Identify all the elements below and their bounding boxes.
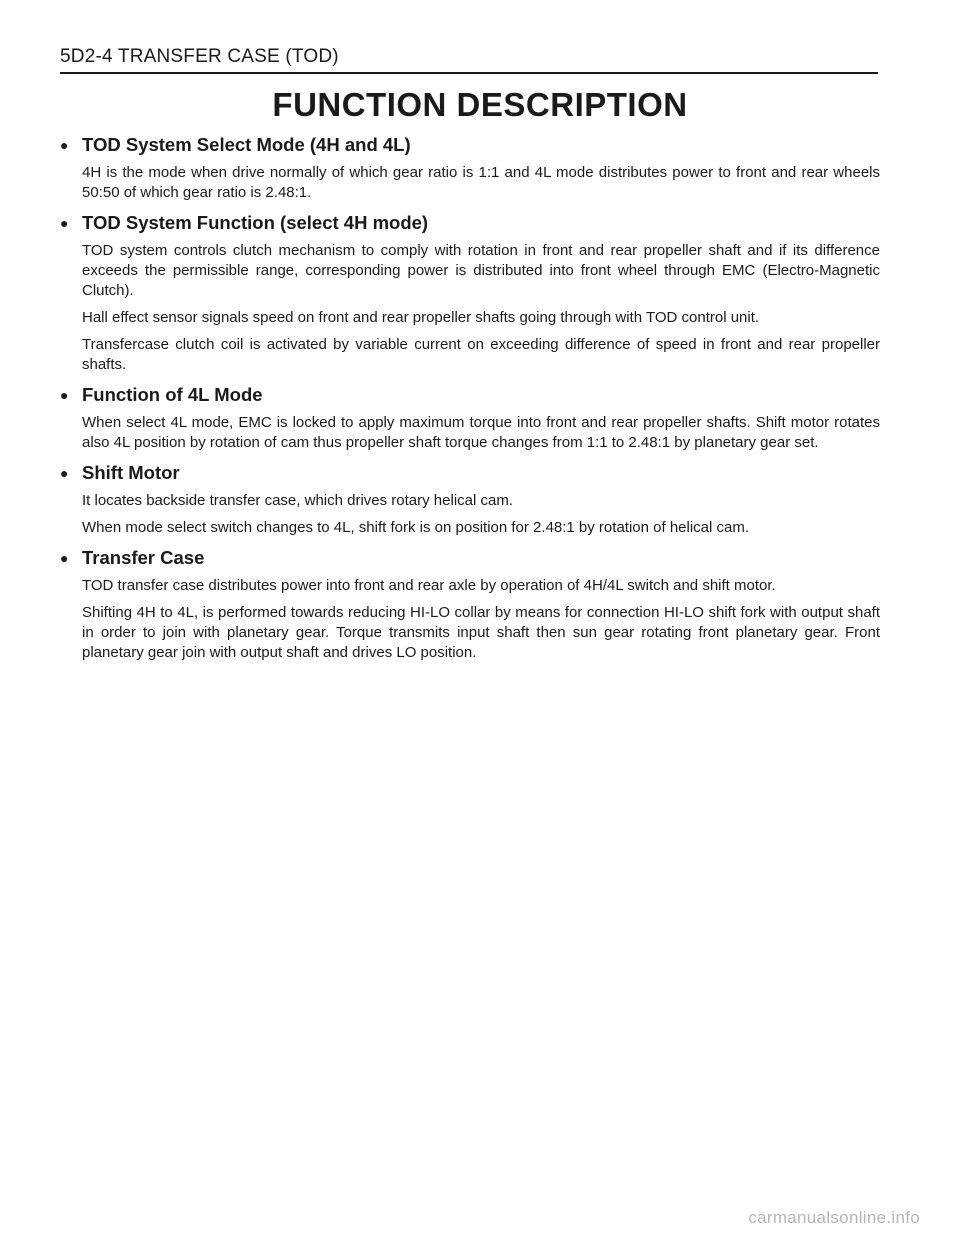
page-title: FUNCTION DESCRIPTION — [272, 86, 688, 123]
section-heading-text: Shift Motor — [82, 462, 180, 483]
paragraph: TOD system controls clutch mechanism to comply with rotation in front and rear propeller shaft and if its difference exceeds the permissible range, corresponding power is distributed into front wheel through EMC (Electro-Magnetic Clutch). — [82, 242, 880, 299]
section-heading — [60, 545, 880, 571]
section-heading-text: Function of 4L Mode — [82, 384, 263, 405]
paragraph: 4H is the mode when drive normally of which gear ratio is 1:1 and 4L mode distributes power to front and rear wheels 50:50 of which gear ratio is 2.48:1. — [82, 164, 880, 201]
section-transfer-case — [60, 545, 880, 663]
bullet-icon: ● — [60, 465, 69, 481]
section-heading — [60, 460, 880, 486]
paragraph: When mode select switch changes to 4L, shift fork is on position for 2.48:1 by rotation of helical cam. — [82, 519, 750, 536]
paragraph: Hall effect sensor signals speed on front and rear propeller shafts going through with TOD control unit. — [82, 309, 760, 326]
section-heading — [60, 210, 880, 236]
page-header: 5D2-4 TRANSFER CASE (TOD) — [60, 46, 878, 74]
section-heading-text: TOD System Function (select 4H mode) — [82, 212, 429, 233]
bullet-icon: ● — [60, 387, 69, 403]
section-heading-text: TOD System Select Mode (4H and 4L) — [82, 134, 411, 155]
bullet-icon: ● — [60, 137, 69, 153]
paragraph: When select 4L mode, EMC is locked to apply maximum torque into front and rear propeller shafts. Shift motor rotates also 4L position by rotation of cam thus propeller shaft torque changes from 1:1 to 2.48:1 by planetary gear set. — [82, 414, 880, 451]
watermark: carmanualsonline.info — [748, 1208, 920, 1227]
section-heading-text: Transfer Case — [82, 547, 205, 568]
section-select-mode — [60, 132, 880, 203]
paragraph: Shifting 4H to 4L, is performed towards reducing HI-LO collar by means for connection HI-LO shift fork with output shaft in order to join with planetary gear. Torque transmits input shaft then sun gear rotating front planetary gear. Front planetary gear join with output shaft and drives LO position. — [82, 604, 880, 661]
bullet-icon: ● — [60, 550, 69, 566]
section-heading — [60, 132, 880, 158]
section-system-function — [60, 210, 880, 375]
paragraph: It locates backside transfer case, which drives rotary helical cam. — [82, 492, 514, 509]
paragraph: Transfercase clutch coil is activated by variable current on exceeding difference of speed in front and rear propeller shafts. — [82, 336, 880, 373]
paragraph: TOD transfer case distributes power into front and rear axle by operation of 4H/4L switch and shift motor. — [82, 577, 776, 594]
bullet-icon: ● — [60, 215, 69, 231]
section-heading — [60, 382, 880, 408]
content — [60, 132, 880, 670]
section-4l-mode — [60, 382, 880, 453]
section-shift-motor — [60, 460, 880, 538]
